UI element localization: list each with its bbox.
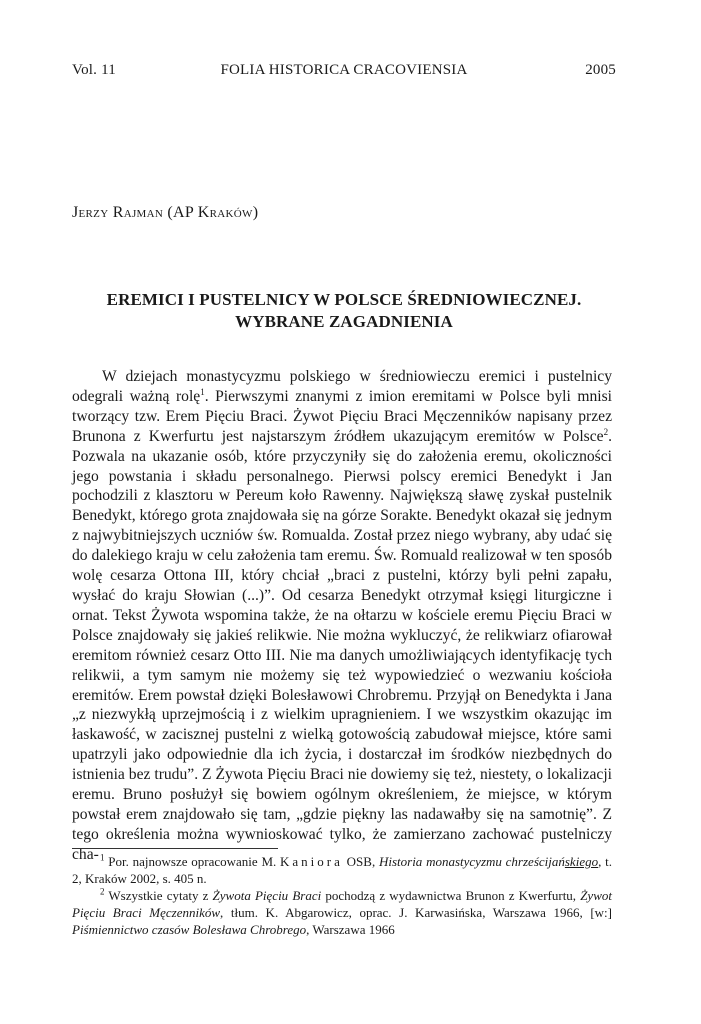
article-title — [72, 289, 616, 333]
footnote-2-pre: Wszystkie cytaty z — [104, 888, 213, 903]
footnote-1-post: , t. 2, Kraków 2002, s. 405 n. — [72, 854, 612, 886]
footnote-1-pre: Por. najnowsze opracowanie M. — [104, 854, 281, 869]
footnote-2-mark: 2 — [100, 886, 105, 897]
footnote-ref-2[interactable]: 2 — [603, 426, 609, 437]
footnote-1-mark: 1 — [100, 852, 105, 863]
footnote-2-italic-1: Żywota Pięciu Braci — [212, 888, 322, 903]
footnote-2-italic-2: Żywot Pięciu Braci Męczenników — [72, 888, 612, 920]
footnote-1-title-cont: skiego — [564, 854, 599, 869]
body-segment-2: . Pierwszymi znanymi z imion eremitami w Polsce byli mnisi tworzący tzw. Erem Pięciu Braci. Żywot Pięciu Braci Męczenników napisany przez Brunona z Kwerfurtu jest najstarszym źródłem ukazującym eremitów w Polsce — [72, 387, 612, 445]
footnote-ref-1[interactable]: 1 — [200, 386, 205, 397]
article-title-line-2: WYBRANE ZAGADNIENIA — [235, 312, 453, 331]
footnote-2-post: , Warszawa 1966 — [306, 922, 395, 937]
footnote-2-italic-3: Piśmiennictwo czasów Bolesława Chrobrego — [72, 922, 307, 937]
volume-label: Vol. 11 — [72, 62, 116, 78]
footnote-2-mid-1: pochodzą z wydawnictwa Brunon z Kwerfurtu, — [321, 888, 581, 903]
footnotes-section — [72, 853, 612, 938]
body-paragraph — [72, 367, 612, 865]
author-line: Jerzy Rajman (AP Kraków) — [72, 204, 259, 221]
footnote-1-mid: OSB, — [342, 854, 379, 869]
body-segment-3: . Pozwala na ukazanie osób, które przyczyniły się do założenia eremu, okoliczności jego powstania i składu personalnego. Pierwsi polscy eremici Benedykt i Jan pochodzili z klasztoru w Pereum koło Rawenny. Największą sławę zyskał pustelnik Benedykt, którego grota znajdowała się na górze Sorakte. Benedykt okazał się jednym z najwybitniejszych uczniów św. Romualda. Został przez niego wybrany, aby udać się do dalekiego kraju w celu założenia tam eremu. Św. Romuald realizował w ten sposób wolę cesarza Ottona III, który chciał „braci z pustelni, którzy byli pełni zapału, wysłać do kraju Słowian (...)”. Od cesarza Benedykt otrzymał księgi liturgiczne i ornat. Tekst Żywota wspomina także, że na ołtarzu w kościele eremu Pięciu Braci w Polsce znajdowały się jakieś relikwie. Nie można wykluczyć, że relikwiarz ofiarował eremitom również cesarz Otto III. Nie ma danych umożliwiających identyfikację tych relikwii, a tym samym nie możemy się też wypowiedzieć o wezwaniu kościoła eremitów. Erem powstał dzięki Bolesławowi Chrobremu. Przyjął on Benedykta i Jana „z niezwykłą uprzejmością i z wielkim upragnieniem. I we wszystkim okazując im łaskawość, w zacisznej pustelni z wielką gotowością zabudował miejsce, które sami upatrzyli jako odpowiednie dla ich życia, i dostarczał im środków niezbędnych do istnienia bez trudu”. Z Żywota Pięciu Braci nie dowiemy się też, niestety, o lokalizacji eremu. Bruno posłużył się bowiem ogólnym określeniem, że miejsce, w którym powstał erem znajdowało się tam, „gdzie piękny las nadawałby się na samotnię”. Z tego określenia można wywnioskować tylko, że zamierzano zachować pustelniczy cha- — [72, 427, 612, 863]
footnote-divider — [72, 848, 278, 849]
footnote-1 — [72, 853, 612, 887]
footnote-1-author: Kaniora — [280, 854, 343, 869]
running-header — [72, 62, 616, 82]
journal-name: FOLIA HISTORICA CRACOVIENSIA — [220, 62, 468, 78]
article-title-line-1: EREMICI I PUSTELNICY W POLSCE ŚREDNIOWIECZNEJ. — [106, 290, 582, 309]
footnote-2 — [72, 887, 612, 938]
year-label: 2005 — [585, 62, 616, 78]
footnote-1-title: Historia monastycyzmu chrześcijań — [378, 854, 565, 869]
footnote-2-mid-2: , tłum. K. Abgarowicz, oprac. J. Karwasińska, Warszawa 1966, [w:] — [220, 905, 612, 920]
body-segment-1: W dziejach monastycyzmu polskiego w średniowieczu eremici i pustelnicy odegrali ważną rolę — [72, 368, 612, 405]
